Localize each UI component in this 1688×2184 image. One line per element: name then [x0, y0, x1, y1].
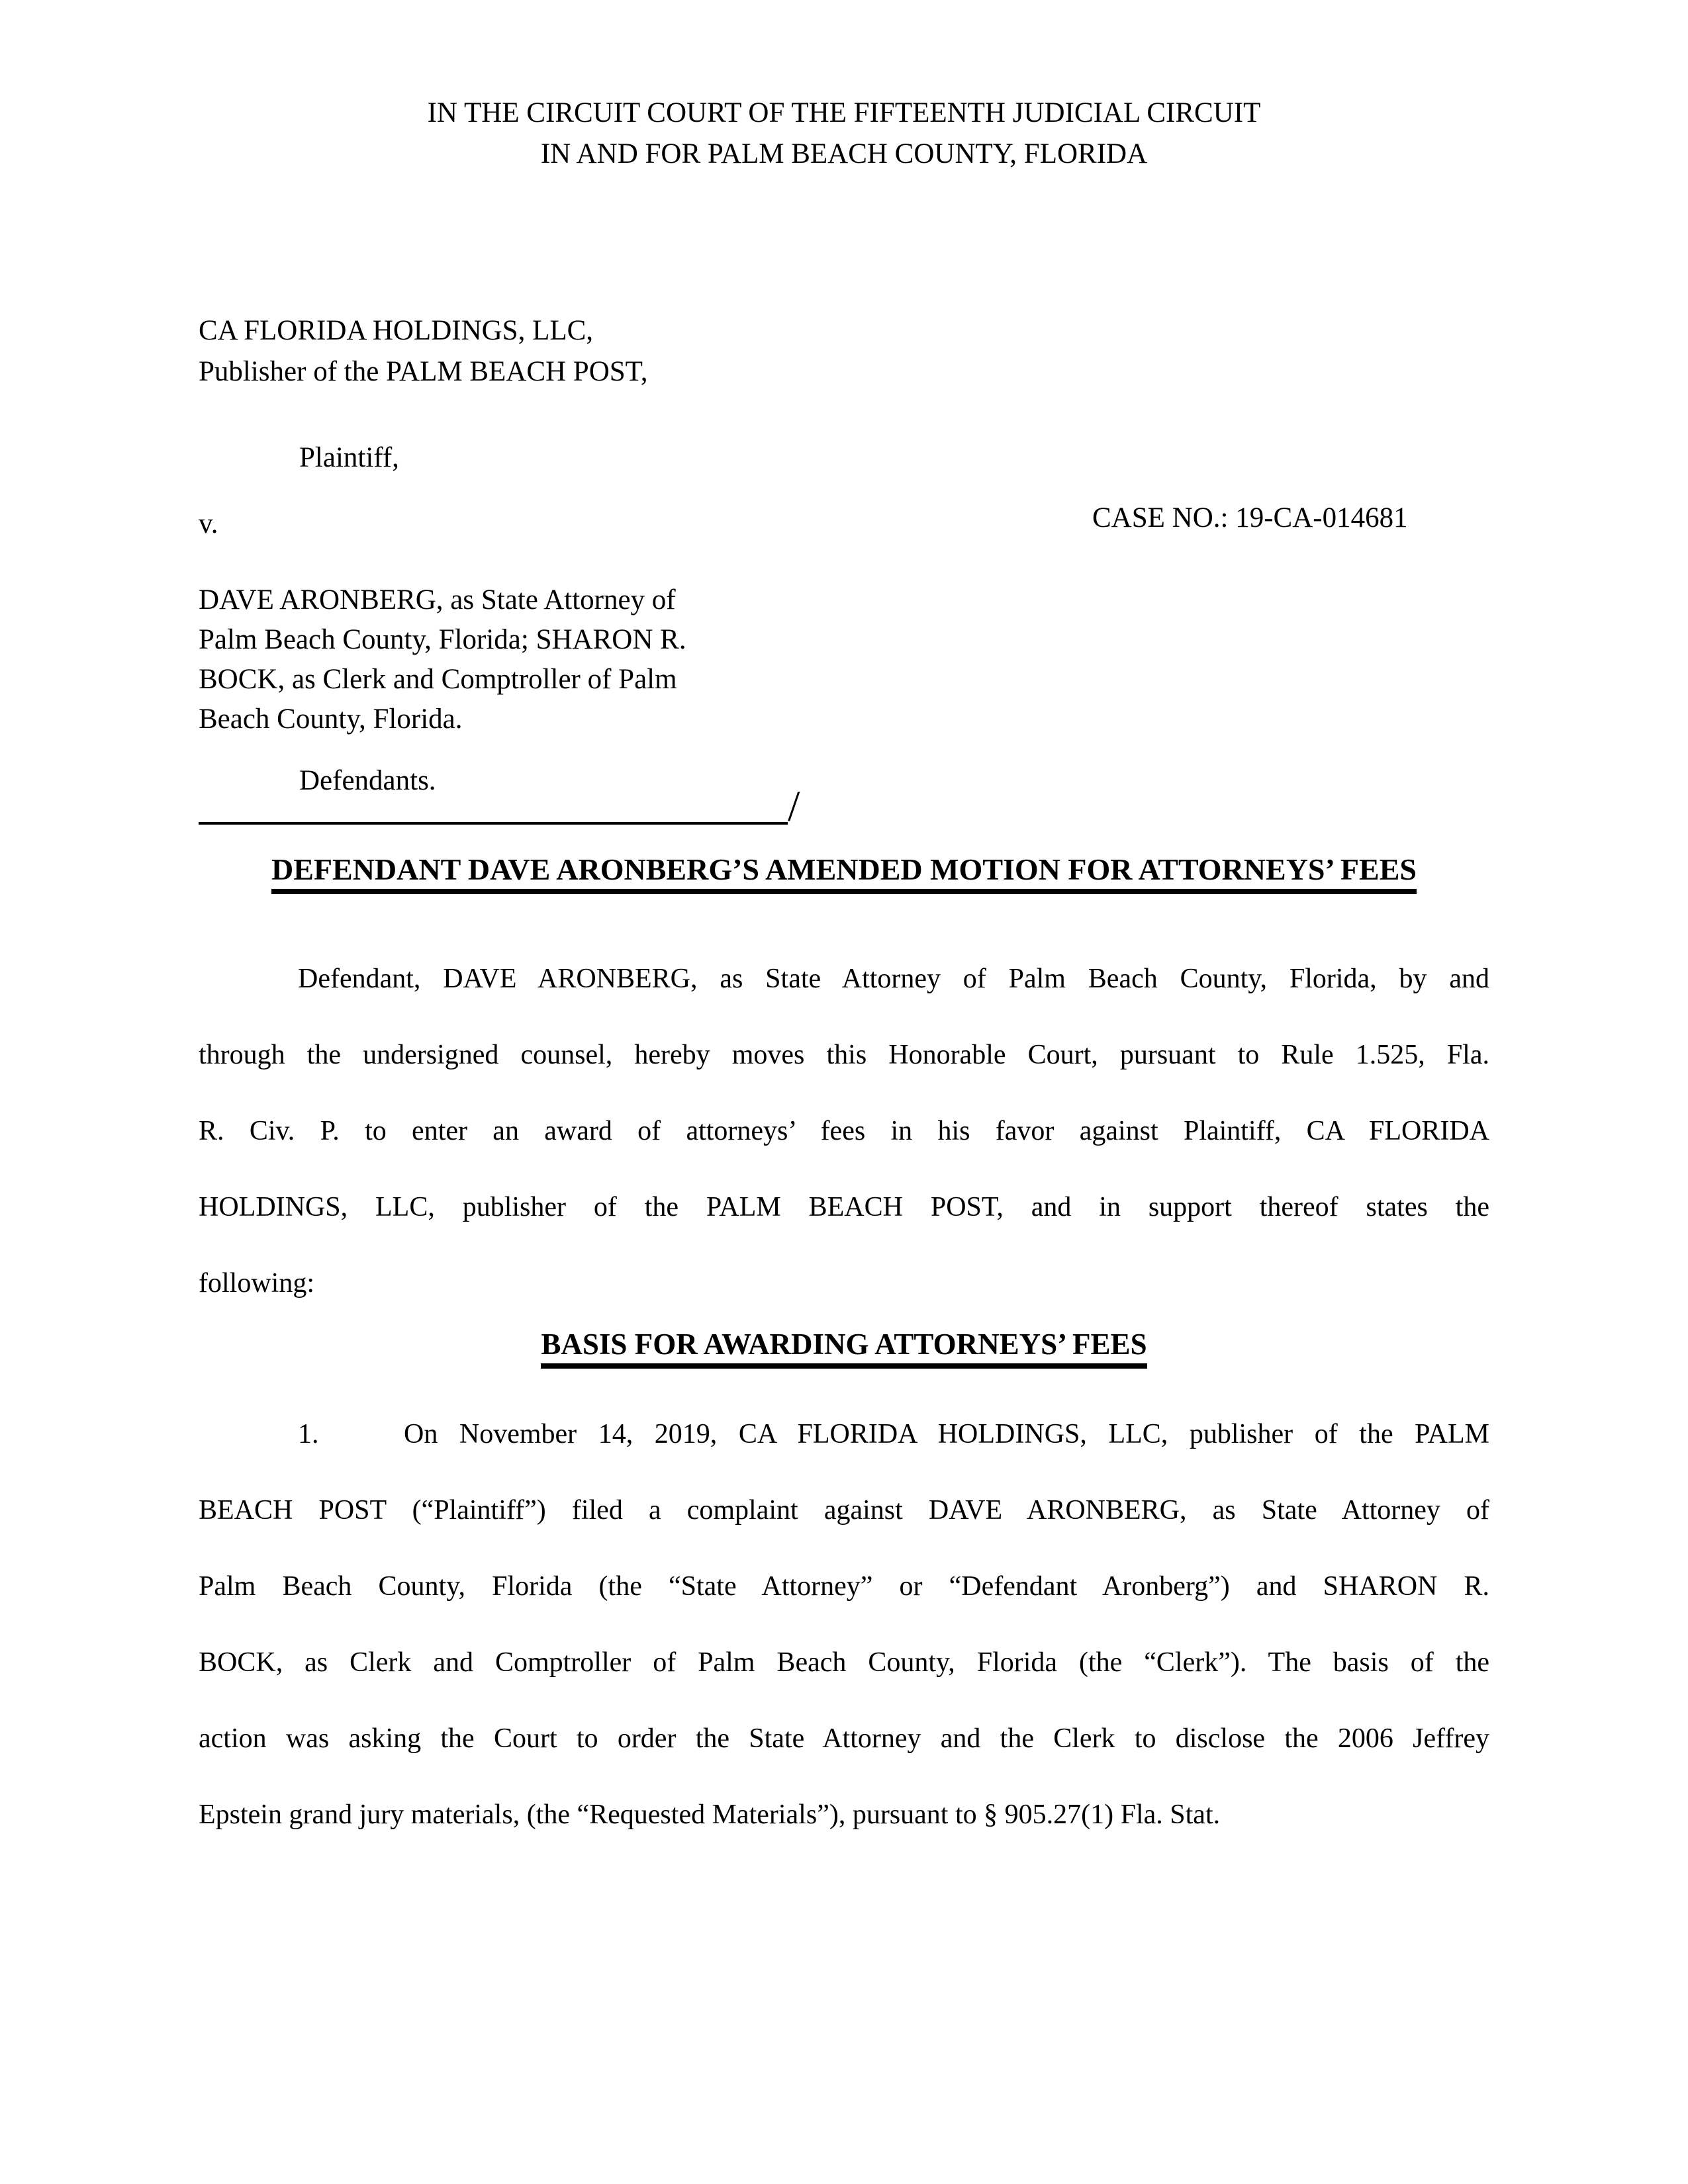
paragraph-1-line: BEACH POST (“Plaintiff”) filed a complaint against DAVE ARONBERG, as State Attorney of: [199, 1495, 1489, 1525]
versus-marker: v.: [199, 508, 218, 539]
paragraph-1-line: Epstein grand jury materials, (the “Requested Materials”), pursuant to § 905.27(1) Fla. Stat.: [199, 1799, 1221, 1830]
section-heading: [0, 1327, 1688, 1361]
defendant-name-line1: DAVE ARONBERG, as State Attorney of: [199, 584, 676, 615]
court-header-line1: IN THE CIRCUIT COURT OF THE FIFTEENTH JUDICIAL CIRCUIT: [427, 97, 1261, 128]
court-header-line2: IN AND FOR PALM BEACH COUNTY, FLORIDA: [540, 138, 1148, 169]
caption-separator: [199, 781, 834, 831]
intro-line: Defendant, DAVE ARONBERG, as State Attorney of Palm Beach County, Florida, by and: [298, 964, 1489, 994]
intro-line: through the undersigned counsel, hereby moves this Honorable Court, pursuant to Rule 1.525, Fla.: [199, 1040, 1489, 1070]
defendant-name-line3: BOCK, as Clerk and Comptroller of Palm: [199, 664, 677, 695]
caption-separator-line: [199, 822, 788, 825]
section-heading-text: BASIS FOR AWARDING ATTORNEYS’ FEES: [541, 1328, 1147, 1369]
paragraph-1-line: BOCK, as Clerk and Comptroller of Palm Beach County, Florida (the “Clerk”). The basis of the: [199, 1647, 1489, 1678]
plaintiff-name-line2: Publisher of the PALM BEACH POST,: [199, 356, 648, 387]
paragraph-1-line: [199, 1396, 1489, 1473]
intro-line: R. Civ. P. to enter an award of attorneys’ fees in his favor against Plaintiff, CA FLORIDA: [199, 1116, 1489, 1146]
document-title: [0, 852, 1688, 887]
document-title-text: DEFENDANT DAVE ARONBERG’S AMENDED MOTION FOR ATTORNEYS’ FEES: [271, 852, 1417, 894]
paragraph-1-line: Palm Beach County, Florida (the “State Attorney” or “Defendant Aronberg”) and SHARON R.: [199, 1571, 1489, 1602]
defendant-name-line2: Palm Beach County, Florida; SHARON R.: [199, 624, 686, 655]
intro-line: following:: [199, 1268, 314, 1298]
court-header: [0, 93, 1688, 175]
intro-paragraph: [199, 941, 1489, 1322]
plaintiff-designation: Plaintiff,: [299, 442, 399, 473]
defendants-designation: Defendants.: [299, 765, 436, 796]
numbered-paragraph-1: [199, 1396, 1489, 1853]
plaintiff-name-line1: CA FLORIDA HOLDINGS, LLC,: [199, 315, 594, 346]
case-number: CASE NO.: 19-CA-014681: [1092, 502, 1408, 533]
intro-line: HOLDINGS, LLC, publisher of the PALM BEACH POST, and in support thereof states the: [199, 1192, 1489, 1222]
defendant-name-line4: Beach County, Florida.: [199, 704, 463, 735]
paragraph-1-text: On November 14, 2019, CA FLORIDA HOLDINGS, LLC, publisher of the PALM: [404, 1419, 1489, 1449]
paragraph-1-line: action was asking the Court to order the State Attorney and the Clerk to disclose the 2006 Jeffrey: [199, 1723, 1489, 1754]
paragraph-1-number: 1.: [298, 1419, 319, 1449]
caption-separator-slash: /: [788, 782, 800, 831]
